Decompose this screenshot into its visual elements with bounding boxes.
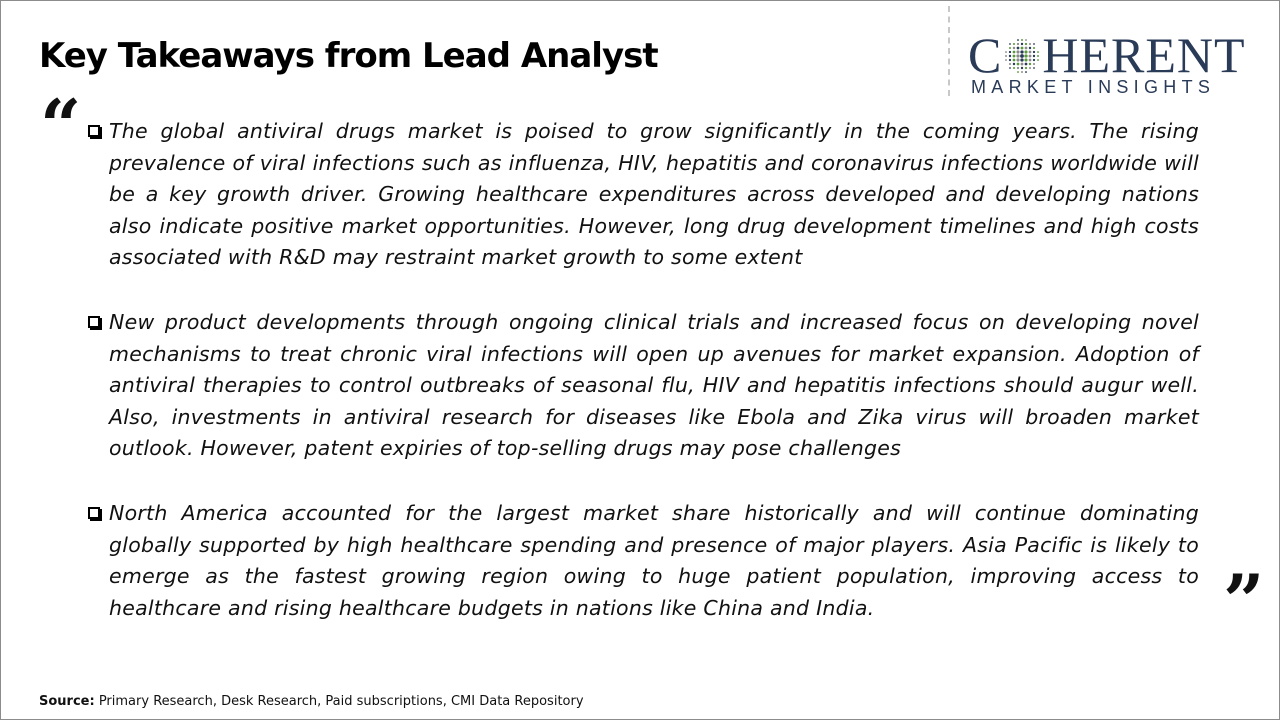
logo-dot	[1025, 58, 1028, 61]
takeaway-item	[86, 498, 1199, 624]
logo-dot	[1037, 55, 1039, 57]
logo-dot	[1013, 67, 1015, 69]
logo-dot	[1013, 63, 1015, 65]
logo-dot	[1020, 54, 1024, 58]
takeaway-text: The global antiviral drugs market is poised to grow significantly in the coming years. The rising prevalence of viral infections such as influenza, HIV, hepatitis and coronavirus infections worldwide will be a key growth driver. Growing healthcare expenditures across developed and developing nations also indicate positive market opportunities. However, long drug development timelines and high costs associated with R&D may restraint market growth to some extent	[109, 119, 1199, 270]
logo-dot	[1033, 67, 1035, 69]
logo-dot	[1013, 55, 1016, 58]
takeaway-text: New product developments through ongoing clinical trials and increased focus on developing novel mechanisms to treat chronic viral infections will open up avenues for market expansion. Adoption of antiviral therapies to control outbreaks of seasonal flu, HIV and hepatitis infections should augur well. Also, investments in antiviral research for diseases like Ebola and Zika virus will broaden market outlook. However, patent expiries of top-selling drugs may pose challenges	[109, 309, 1199, 461]
logo-dot	[1005, 55, 1007, 57]
logo-dot	[1029, 67, 1031, 69]
logo-dot	[1029, 51, 1032, 54]
checkbox-bullet-icon	[88, 507, 100, 519]
logo-dot	[1009, 55, 1011, 57]
logo-dot	[1017, 58, 1020, 61]
logo-dot	[1005, 51, 1007, 53]
company-logo	[968, 27, 1263, 100]
page-title: Key Takeaways from Lead Analyst	[39, 36, 658, 76]
logo-dot	[1009, 51, 1011, 53]
logo-dot	[1025, 63, 1028, 66]
logo-dot	[1029, 55, 1032, 58]
logo-dot	[1025, 54, 1028, 57]
source-note	[39, 694, 584, 709]
logo-dot	[1033, 63, 1035, 65]
logo-dot	[1021, 50, 1024, 53]
logo-dot	[1017, 43, 1019, 45]
takeaway-item	[86, 116, 1199, 274]
logo-dot	[1021, 43, 1023, 45]
logo-dot	[1017, 54, 1020, 57]
source-text: Primary Research, Desk Research, Paid subscriptions, CMI Data Repository	[94, 694, 584, 709]
logo-dot	[1009, 67, 1011, 69]
logo-tagline: MARKET INSIGHTS	[971, 77, 1216, 97]
logo-globe-icon	[1003, 37, 1041, 75]
logo-dot	[1013, 43, 1015, 45]
logo-dot	[1017, 50, 1020, 53]
logo-letter-c: C	[968, 27, 1003, 83]
logo-dot	[1025, 39, 1027, 41]
logo-dot	[1025, 47, 1028, 50]
logo-dot	[1013, 47, 1015, 49]
takeaway-text: North America accounted for the largest market share historically and will continue dominating globally supported by high healthcare spending and presence of major players. Asia Pacific is likely to emerge as the fastest growing region owing to huge patient population, improving access to healthcare and rising healthcare budgets in nations like China and India.	[109, 500, 1199, 620]
logo-dot	[1017, 63, 1020, 66]
logo-dot	[1033, 51, 1035, 53]
logo-dot	[1021, 63, 1024, 66]
logo-dot	[1033, 59, 1035, 61]
logo-dot	[1009, 59, 1011, 61]
logo-dot	[1017, 39, 1019, 41]
logo-dot	[1017, 71, 1019, 73]
takeaway-list	[86, 116, 1199, 657]
logo-dot	[1009, 63, 1011, 65]
logo-dot	[1013, 59, 1016, 62]
logo-dot	[1017, 47, 1020, 50]
logo-dot	[1005, 59, 1007, 61]
logo-dot	[1025, 43, 1027, 45]
logo-dot	[1021, 71, 1023, 73]
logo-dot	[1009, 47, 1011, 49]
logo-dot	[1029, 63, 1031, 65]
checkbox-bullet-icon	[88, 316, 100, 328]
logo-letters-herent: HERENT	[1042, 27, 1246, 83]
logo-dot	[1029, 59, 1032, 62]
logo-dot	[1037, 59, 1039, 61]
logo-dot	[1033, 47, 1035, 49]
logo-dot	[1009, 43, 1011, 45]
takeaway-item	[86, 307, 1199, 465]
logo-divider	[948, 6, 950, 96]
open-quote-icon: “	[40, 83, 82, 168]
logo-dot	[1021, 47, 1024, 50]
logo-dot	[1017, 67, 1019, 69]
logo-wordmark	[968, 27, 1246, 83]
checkbox-bullet-icon	[88, 125, 100, 137]
logo-dot	[1033, 43, 1035, 45]
logo-dot	[1025, 67, 1027, 69]
source-label: Source:	[39, 694, 95, 709]
logo-dot	[1025, 71, 1027, 73]
logo-dot	[1021, 39, 1023, 41]
logo-dot	[1021, 67, 1023, 69]
close-quote-icon: ”	[1223, 558, 1265, 643]
logo-dot	[1029, 47, 1031, 49]
logo-dot	[1037, 51, 1039, 53]
logo-dot	[1013, 51, 1016, 54]
logo-dot	[1029, 43, 1031, 45]
logo-dot	[1021, 58, 1024, 61]
logo-dot	[1025, 50, 1028, 53]
logo-dot	[1033, 55, 1035, 57]
